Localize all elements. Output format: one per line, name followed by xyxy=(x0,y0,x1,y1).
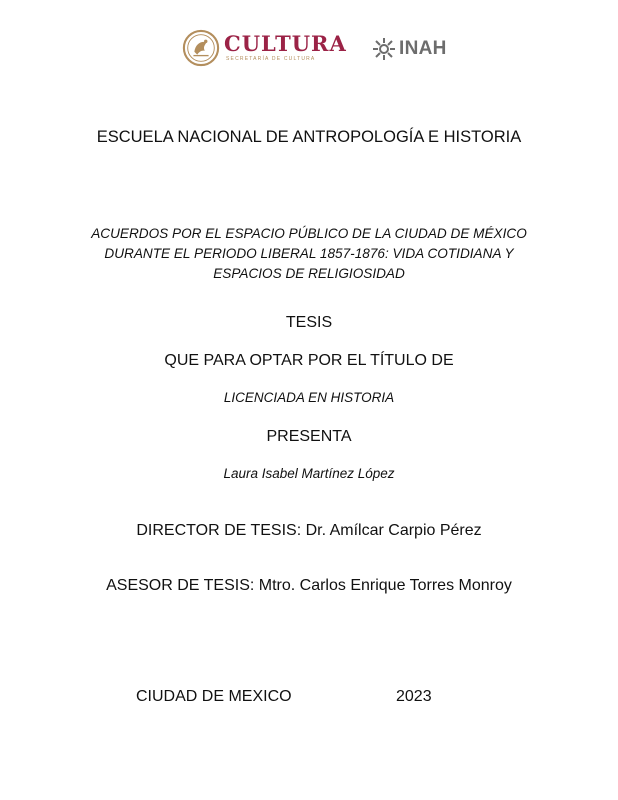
inah-glyph-icon xyxy=(370,36,398,62)
degree-name: LICENCIADA EN HISTORIA xyxy=(223,390,395,405)
thesis-advisor: ASESOR DE TESIS: Mtro. Carlos Enrique Torres Monroy xyxy=(106,577,512,594)
degree-purpose: QUE PARA OPTAR POR EL TÍTULO DE xyxy=(164,352,454,369)
thesis-title-line: ACUERDOS POR EL ESPACIO PÚBLICO DE LA CIUDAD DE MÉXICO xyxy=(91,226,527,241)
cultura-wordmark: CULTURA xyxy=(224,31,347,56)
thesis-title-line: DURANTE EL PERIODO LIBERAL 1857-1876: VIDA COTIDIANA Y xyxy=(104,246,514,261)
thesis-title-line: ESPACIOS DE RELIGIOSIDAD xyxy=(213,266,405,281)
document-type: TESIS xyxy=(285,314,333,331)
thesis-title xyxy=(90,224,528,284)
inah-wordmark: INAH xyxy=(399,38,447,59)
thesis-director: DIRECTOR DE TESIS: Dr. Amílcar Carpio Pérez xyxy=(136,522,482,539)
place: CIUDAD DE MEXICO xyxy=(136,688,292,705)
school-name: ESCUELA NACIONAL DE ANTROPOLOGÍA E HISTORIA xyxy=(96,128,522,146)
year: 2023 xyxy=(396,688,432,705)
presenta-label: PRESENTA xyxy=(266,428,352,445)
cultura-subtitle: SECRETARÍA DE CULTURA xyxy=(226,56,316,62)
header-logos xyxy=(0,28,618,70)
eagle-seal-icon xyxy=(182,29,220,67)
author-name: Laura Isabel Martínez López xyxy=(223,466,395,481)
